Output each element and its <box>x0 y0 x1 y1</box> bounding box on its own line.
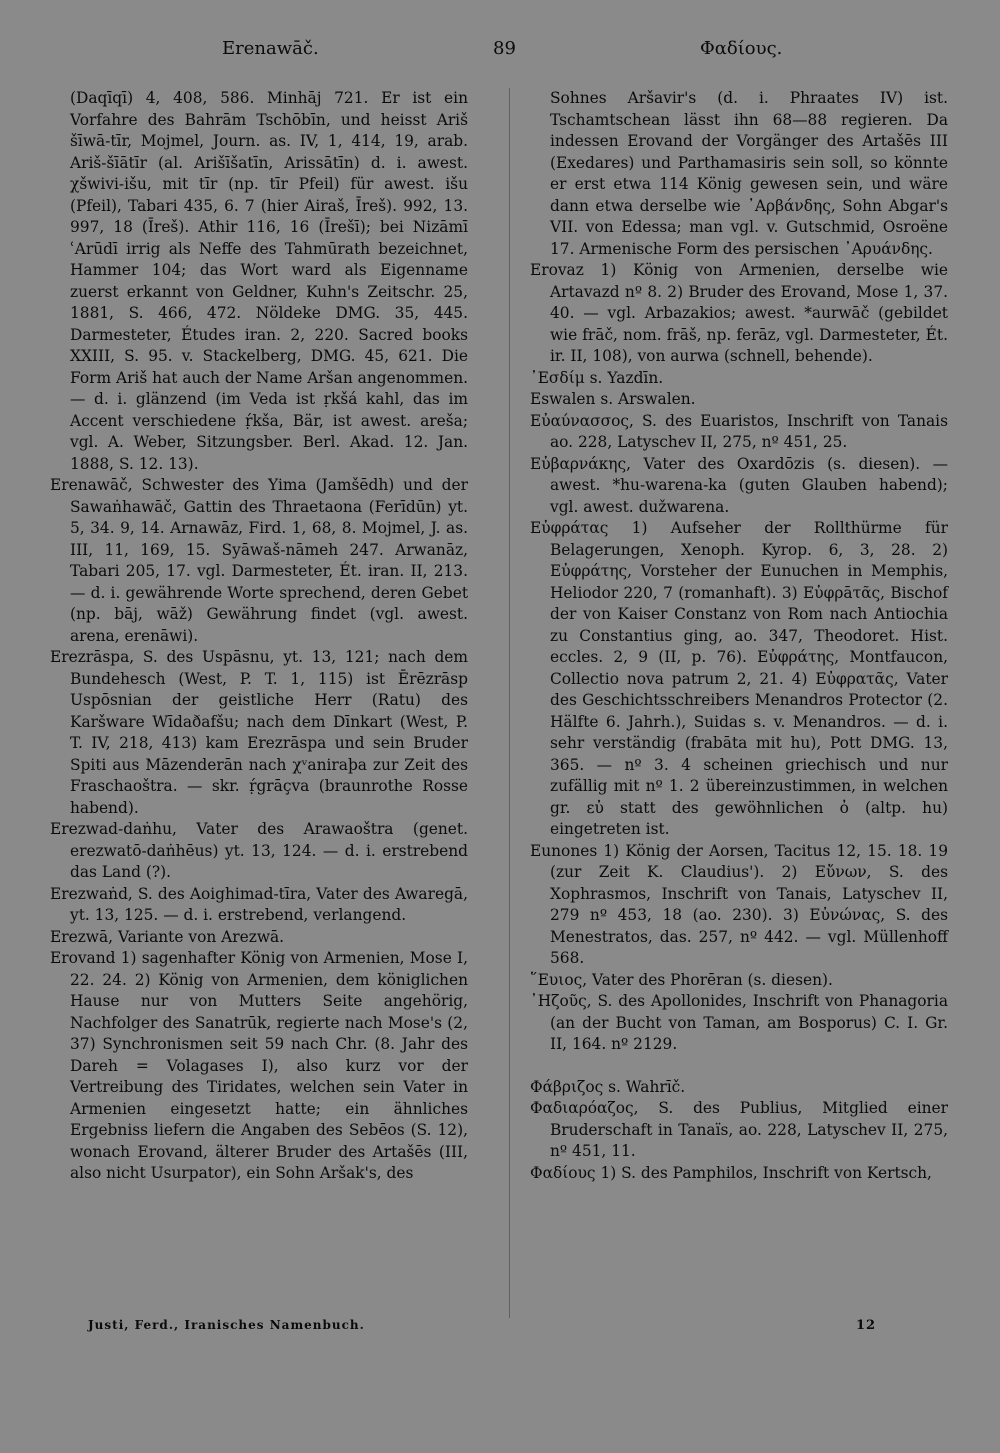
entry-erovand: Erovand 1) sagenhafter König von Armenien, Mose I, 22. 24. 2) König von Armenien, dem königlichen Hause nur von Mutters Seite angehörig, Nachfolger des Sanatrūk, regierte nach Mose's (2, 37) Synchronismen seit 59 nach Chr. (8. Jahr des Dareh = Volagases I), also kurz vor der Vertreibung des Tiridates, welchen sein Vater in Armenien eingesetzt hatte; ein ähnliches Ergebniss liefern die Angaben des Sebēos (S. 12), wonach Erovand, älterer Bruder des Artašēs (III, also nicht Usurpator), ein Sohn Aršak's, des <box>50 949 468 1182</box>
running-head-left: Erenawāč. <box>222 38 319 59</box>
entry-erovand-continuation: Sohnes Aršavir's (d. i. Phraates IV) ist. Tschamtschean lässt ihn 68—88 regieren. Da indessen Erovand der Vorgänger des Artašēs III (Exedares) und Parthamasiris sein soll, so könnte er erst etwa 114 König gewesen sein, und wäre dann etwa derselbe wie ᾽Αρβάνδης, Sohn Abgar's VII. von Edessa; man vgl. v. Gutschmid, Osroëne 17. Armenische Form des persischen ᾽Αρυάνδης. <box>550 89 948 258</box>
entry-euios: ῞Ευιος, Vater des Phorēran (s. diesen). <box>530 970 833 989</box>
entry-eunones: Eunones 1) König der Aorsen, Tacitus 12, 15. 18. 19 (zur Zeit K. Claudius'). 2) Εὔνων, S. des Xophrasmos, Inschrift von Tanais, Latyschev II, 279 nº 453, 18 (ao. 230). 3) Εὐνώνας, S. des Menestratos, das. 257, nº 442. — vgl. Müllenhoff 568. <box>530 841 948 967</box>
entry-erovaz: Erovaz 1) König von Armenien, derselbe wie Artavazd nº 8. 2) Bruder des Erovand, Mose 1, 37. 40. — vgl. Arbazakios; awest. *aurwāč (gebildet wie frāč, nom. frāš, np. ferāz, vgl. Darmesteter, Ét. ir. II, 108), von aurwa (schnell, behende). <box>530 261 948 365</box>
entry-phabrizos: Φάβριζος s. Wahrīč. <box>530 1077 686 1096</box>
entry-euaunassos: Εὐαύνασσος, S. des Euaristos, Inschrift von Tanais ao. 228, Latyschev II, 275, nº 451, 25. <box>530 411 948 451</box>
entry-phadiaroazos: Φαδιαρόαζος, S. des Publius, Mitglied einer Bruderschaft in Tanaïs, ao. 228, Latyschev II, 275, nº 451, 11. <box>530 1099 948 1160</box>
footer-sheet-number: 12 <box>856 1318 877 1333</box>
entry-erezwad-danhu: Erezwad-daṅhu, Vater des Arawaoštra (genet. erezwatō-daṅhēus) yt. 13, 124. — d. i. erstrebend das Land (?). <box>50 820 468 881</box>
entry-erenawac: Erenawāč, Schwester des Yima (Jamšēdh) und der Sawaṅhawāč, Gattin des Thraetaona (Ferīdūn) yt. 5, 34. 9, 14. Arnawāz, Fird. 1, 68, 8. Mojmel, J. as. III, 11, 169, 15. Syāwaš-nāmeh 247. Arwanāz, Tabari 205, 17. vgl. Darmesteter, Ét. iran. II, 213. — d. i. gewährende Worte sprechend, deren Gebet (np. bāj, wāž) Gewährung findet (vgl. awest. arena, erenāwi). <box>50 476 468 645</box>
entry-continuation: (Daqīqī) 4, 408, 586. Minhāj 721. Er ist ein Vorfahre des Bahrām Tschōbīn, und heisst Ariš šīwā-tīr, Mojmel, Journ. as. IV, 1, 414, 19, arab. Ariš-šīātīr (al. Arišīšatīn, Arissātīn) d. i. awest. χšwivi-išu, mit tīr (np. tīr Pfeil) für awest. išu (Pfeil), Tabari 435, 6. 7 (hier Airaš, Īreš). 992, 13. 997, 18 (Īreš). Athir 116, 16 (Īrešī); bei Nizāmī ʿArūdī irrig als Neffe des Tahmūrath bezeichnet, Hammer 104; das Wort ward als Eigenname zuerst erkannt von Geldner, Kuhn's Zeitschr. 25, 1881, S. 466, 472. Nöldeke DMG. 35, 445. Darmesteter, Études iran. 2, 220. Sacred books XXIII, S. 95. v. Stackelberg, DMG. 45, 621. Die Form Ariš hat auch der Name Aršan angenommen. — d. i. glänzend (im Veda ist ṛkšá kahl, das im Accent verschiedene ṛ́kša, Bär, ist awest. areša; vgl. A. Weber, Sitzungsber. Berl. Akad. 12. Jan. 1888, S. 12. 13). <box>70 89 468 473</box>
section-gap <box>530 1056 948 1077</box>
entry-esdim: ᾽Εσδίμ s. Yazdīn. <box>530 368 664 387</box>
entry-erezraspa: Erezrāspa, S. des Uspāsnu, yt. 13, 121; nach dem Bundehesch (West, P. T. 1, 115) ist Ērēzrāsp Uspōsnian der geistliche Herr (Ratu) des Karšware Wīdaðafšu; nach dem Dīnkart (West, P. T. IV, 218, 413) kam Erezrāspa und sein Bruder Spiti aus Māzenderān nach χᵛaniraþa zur Zeit des Fraschaoštra. — skr. ṛ́grāçva (braunrothe Rosse habend). <box>50 648 468 817</box>
right-column <box>530 88 948 1184</box>
entry-ezous: ᾽Ηζοῦς, S. des Apollonides, Inschrift von Phanagoria (an der Bucht von Taman, am Bosporus) C. I. Gr. II, 164. nº 2129. <box>530 992 948 1053</box>
entry-erezwa: Erezwā, Variante von Arezwā. <box>50 927 285 946</box>
entry-euphratas: Εὐφράτας 1) Aufseher der Rollthürme für Belagerungen, Xenoph. Kyrop. 6, 3, 28. 2) Εὐφράτης, Vorsteher der Eunuchen in Memphis, Heliodor 220, 7 (romanhaft). 3) Εὐφρāτᾶς, Bischof der von Kaiser Constanz von Rom nach Antiochia zu Constantius ging, ao. 347, Theodoret. Hist. eccles. 2, 9 (II, p. 76). Εὐφράτης, Montfaucon, Collectio nova patrum 2, 21. 4) Εὐφρατᾶς, Vater des Geschichtsschreibers Menandros Protector (2. Hälfte 6. Jahrh.), Suidas s. v. Menandros. — d. i. sehr verständig (frabāta mit hu), Pott DMG. 13, 365. — nº 3. 4 scheinen griechisch und nur zufällig mit nº 1. 2 übereinzustimmen, in welchen gr. εὐ statt des gewöhnlichen ὀ (altp. hu) eingetreten ist. <box>530 519 948 838</box>
running-head-right: Φαδίους. <box>700 38 783 59</box>
entry-eswalen: Eswalen s. Arswalen. <box>530 390 696 408</box>
page-number: 89 <box>493 38 516 59</box>
entry-phadious: Φαδίους 1) S. des Pamphilos, Inschrift von Kertsch, <box>530 1163 932 1182</box>
left-column <box>50 88 468 1185</box>
column-divider <box>509 88 510 1318</box>
footer-signature: Justi, Ferd., Iranisches Namenbuch. <box>88 1318 365 1332</box>
entry-erezwand: Erezwaṅd, S. des Aoighimad-tīra, Vater des Awaregā, yt. 13, 125. — d. i. erstrebend, verlangend. <box>50 884 468 924</box>
entry-eubarnakes: Εὐβαρνάκης, Vater des Oxardōzis (s. diesen). — awest. *hu-warena-ka (guten Glauben habend); vgl. awest. dužwarena. <box>530 454 948 516</box>
